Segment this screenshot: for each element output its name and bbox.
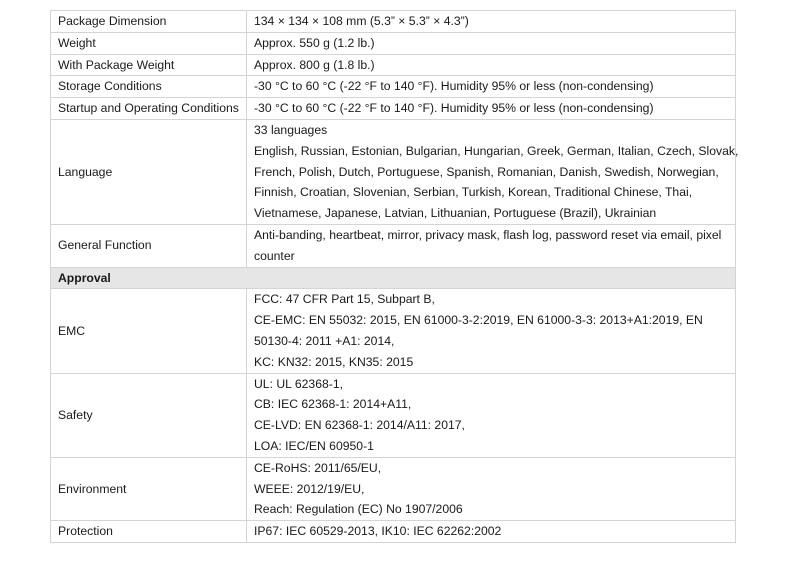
spec-value-line: 33 languages [254,122,328,137]
spec-label: Protection [51,521,247,543]
spec-value-line: -30 °C to 60 °C (-22 °F to 140 °F). Humidity 95% or less (non-condensing) [254,79,654,94]
spec-value-line: Reach: Regulation (EC) No 1907/2006 [254,502,463,517]
spec-value-line: CE-LVD: EN 62368-1: 2014/A11: 2017, [254,418,465,433]
spec-label-text: Startup and Operating Conditions [58,101,239,116]
spec-value-line: 134 × 134 × 108 mm (5.3” × 5.3” × 4.3”) [254,14,469,28]
spec-value [247,224,736,267]
spec-label: Safety [51,373,247,457]
table-row [51,119,736,224]
spec-value-line: English, Russian, Estonian, Bulgarian, Hungarian, Greek, German, Italian, Czech, Slovak, [254,143,739,158]
spec-label: General Function [51,224,247,267]
spec-value-line: LOA: IEC/EN 60950-1 [254,438,374,453]
spec-value [247,32,736,54]
spec-value [247,54,736,76]
spec-value-line: French, Polish, Dutch, Portuguese, Spanish, Romanian, Danish, Swedish, Norwegian, [254,164,719,179]
spec-label [51,98,247,120]
spec-value-line: CB: IEC 62368-1: 2014+A11, [254,397,412,412]
table-row [51,289,736,373]
spec-value-line: 50130-4: 2011 +A1: 2014, [254,333,395,348]
spec-label: Environment [51,457,247,520]
spec-value-line: WEEE: 2012/19/EU, [254,481,365,496]
section-heading: Approval [51,267,736,289]
table-row [51,224,736,267]
spec-value [247,76,736,98]
spec-value-line: FCC: 47 CFR Part 15, Subpart B, [254,292,435,307]
spec-value [247,521,736,543]
spec-label: EMC [51,289,247,373]
spec-label: With Package Weight [51,54,247,76]
spec-value-line: Finnish, Croatian, Slovenian, Serbian, Turkish, Korean, Traditional Chinese, Thai, [254,185,693,200]
spec-value [247,98,736,120]
spec-value-line: CE-RoHS: 2011/65/EU, [254,460,382,475]
specifications-table [50,10,739,543]
table-row [51,98,736,120]
spec-value-line: Approx. 800 g (1.8 lb.) [254,57,375,72]
spec-value [247,457,736,520]
spec-value [247,289,736,373]
spec-label: Storage Conditions [51,76,247,98]
spec-label: Weight [51,32,247,54]
spec-value-line: UL: UL 62368-1, [254,376,343,391]
table-row [51,11,736,33]
spec-value-line: -30 °C to 60 °C (-22 °F to 140 °F). Humidity 95% or less (non-condensing) [254,101,654,116]
table-row [51,457,736,520]
spec-label: Package Dimension [51,11,247,33]
spec-label: Language [51,119,247,224]
spec-value [247,119,739,224]
table-row [51,54,736,76]
spec-value [247,11,736,33]
section-heading-row [51,267,736,289]
table-row [51,32,736,54]
spec-value-line: KC: KN32: 2015, KN35: 2015 [254,354,414,369]
spec-value-line: IP67: IEC 60529-2013, IK10: IEC 62262:2002 [254,524,502,539]
spec-value [247,373,736,457]
spec-value-line: Vietnamese, Japanese, Latvian, Lithuanian, Portuguese (Brazil), Ukrainian [254,206,657,221]
spec-value-line: Approx. 550 g (1.2 lb.) [254,35,375,50]
table-row [51,76,736,98]
table-row [51,373,736,457]
table-row [51,521,736,543]
spec-value-line: CE-EMC: EN 55032: 2015, EN 61000-3-2:2019, EN 61000-3-3: 2013+A1:2019, EN [254,313,703,328]
spec-value-line: Anti-banding, heartbeat, mirror, privacy mask, flash log, password reset via email, pixel counter [254,227,722,263]
